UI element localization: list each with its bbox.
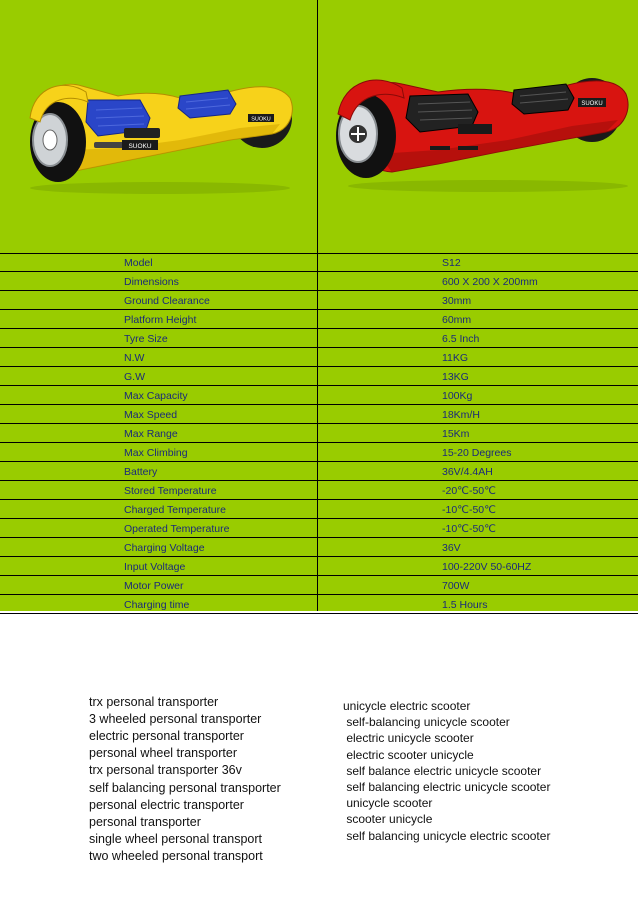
table-row bbox=[0, 557, 638, 576]
red-brand-label: SUOKU bbox=[581, 101, 603, 107]
spec-value: 15Km bbox=[442, 428, 470, 440]
row-divider bbox=[0, 575, 638, 576]
table-row bbox=[0, 291, 638, 310]
spec-value: 6.5 Inch bbox=[442, 333, 480, 345]
keyword-item: self balancing electric unicycle scooter bbox=[343, 780, 551, 794]
spec-label: Max Speed bbox=[124, 409, 178, 421]
spec-value: 600 X 200 X 200mm bbox=[442, 276, 538, 288]
table-row bbox=[0, 576, 638, 595]
spec-label: Input Voltage bbox=[124, 561, 186, 573]
red-hoverboard-illustration bbox=[318, 0, 638, 253]
keyword-item: self balancing unicycle electric scooter bbox=[343, 828, 551, 843]
spec-value: 15-20 Degrees bbox=[442, 447, 512, 459]
spec-value: 30mm bbox=[442, 295, 472, 307]
table-row bbox=[0, 500, 638, 519]
keyword-item: self balance electric unicycle scooter bbox=[343, 763, 542, 778]
spec-label: Platform Height bbox=[124, 314, 197, 326]
table-row bbox=[0, 538, 638, 557]
spec-label: Charged Temperature bbox=[124, 504, 226, 516]
spec-label: Tyre Size bbox=[124, 333, 168, 345]
table-row bbox=[0, 443, 638, 462]
spec-label: Max Range bbox=[124, 428, 178, 440]
keyword-item: electric scooter unicycle bbox=[343, 747, 474, 762]
keyword-item: self balancing personal transporter bbox=[89, 780, 281, 795]
keyword-item: scooter unicycle bbox=[343, 812, 433, 827]
keyword-item: personal wheel transporter bbox=[89, 746, 237, 761]
row-divider bbox=[0, 347, 638, 348]
row-divider bbox=[0, 537, 638, 538]
spec-label: N.W bbox=[124, 352, 145, 364]
spec-label: Max Climbing bbox=[124, 447, 188, 459]
keyword-item: trx personal transporter bbox=[89, 695, 219, 709]
table-row bbox=[0, 310, 638, 329]
spec-label: Max Capacity bbox=[124, 390, 188, 402]
row-divider bbox=[0, 309, 638, 310]
spec-label: Ground Clearance bbox=[124, 295, 210, 307]
spec-label: Battery bbox=[124, 466, 158, 478]
keyword-item: trx personal transporter 36v bbox=[89, 763, 242, 778]
table-row bbox=[0, 272, 638, 291]
table-top-border bbox=[0, 253, 638, 254]
spec-value: -10℃-50℃ bbox=[442, 504, 496, 516]
row-divider bbox=[0, 271, 638, 272]
table-row bbox=[0, 253, 638, 272]
table-row bbox=[0, 424, 638, 443]
row-divider bbox=[0, 423, 638, 424]
row-divider bbox=[0, 480, 638, 481]
yellow-hoverboard-illustration bbox=[0, 0, 317, 253]
row-divider bbox=[0, 499, 638, 500]
table-row bbox=[0, 386, 638, 405]
table-row bbox=[0, 462, 638, 481]
row-divider bbox=[0, 385, 638, 386]
keyword-item: self-balancing unicycle scooter bbox=[343, 715, 510, 730]
table-row bbox=[0, 329, 638, 348]
spec-label: Charging time bbox=[124, 599, 190, 611]
keyword-item: unicycle electric scooter bbox=[343, 699, 471, 713]
keyword-item: personal transporter bbox=[89, 814, 201, 829]
spec-label: Charging Voltage bbox=[124, 542, 205, 554]
spec-value: 11KG bbox=[442, 352, 469, 364]
row-divider bbox=[0, 366, 638, 367]
keyword-item: 3 wheeled personal transporter bbox=[89, 712, 262, 727]
keyword-item: single wheel personal transport bbox=[89, 831, 263, 846]
spec-value: 100Kg bbox=[442, 390, 473, 402]
table-row bbox=[0, 519, 638, 538]
spec-label: G.W bbox=[124, 371, 145, 383]
spec-value: 13KG bbox=[442, 371, 469, 383]
spec-value: S12 bbox=[442, 257, 461, 269]
spec-value: 18Km/H bbox=[442, 409, 480, 421]
keyword-item: electric personal transporter bbox=[89, 729, 244, 744]
row-divider bbox=[0, 442, 638, 443]
row-divider bbox=[0, 290, 638, 291]
spec-value: -10℃-50℃ bbox=[442, 523, 496, 535]
spec-value: 60mm bbox=[442, 314, 472, 326]
spec-value: 100-220V 50-60HZ bbox=[442, 561, 532, 573]
yellow-brand-label-2: SUOKU bbox=[251, 116, 271, 123]
table-row bbox=[0, 367, 638, 386]
table-row bbox=[0, 595, 638, 614]
table-row bbox=[0, 405, 638, 424]
row-divider bbox=[0, 594, 638, 595]
row-divider bbox=[0, 461, 638, 462]
spec-label: Model bbox=[124, 257, 153, 269]
spec-value: -20℃-50℃ bbox=[442, 485, 496, 497]
keyword-item: two wheeled personal transport bbox=[89, 848, 263, 863]
keyword-item: personal electric transporter bbox=[89, 797, 244, 812]
spec-value: 700W bbox=[442, 580, 470, 592]
spec-label: Stored Temperature bbox=[124, 485, 217, 497]
row-divider bbox=[0, 328, 638, 329]
row-divider bbox=[0, 518, 638, 519]
yellow-brand-label: SUOKU bbox=[128, 143, 152, 150]
row-divider bbox=[0, 404, 638, 405]
row-divider bbox=[0, 556, 638, 557]
spec-value: 36V/4.4AH bbox=[442, 466, 493, 478]
keyword-item: unicycle scooter bbox=[343, 796, 433, 811]
spec-label: Motor Power bbox=[124, 580, 184, 592]
spec-value: 1.5 Hours bbox=[442, 599, 488, 611]
product-image-yellow bbox=[0, 0, 317, 253]
spec-value: 36V bbox=[442, 542, 461, 554]
keyword-item: electric unicycle scooter bbox=[343, 731, 474, 746]
product-image-red bbox=[318, 0, 638, 253]
spec-label: Operated Temperature bbox=[124, 523, 230, 535]
row-divider bbox=[0, 613, 638, 614]
table-row bbox=[0, 348, 638, 367]
table-row bbox=[0, 481, 638, 500]
spec-label: Dimensions bbox=[124, 276, 179, 288]
